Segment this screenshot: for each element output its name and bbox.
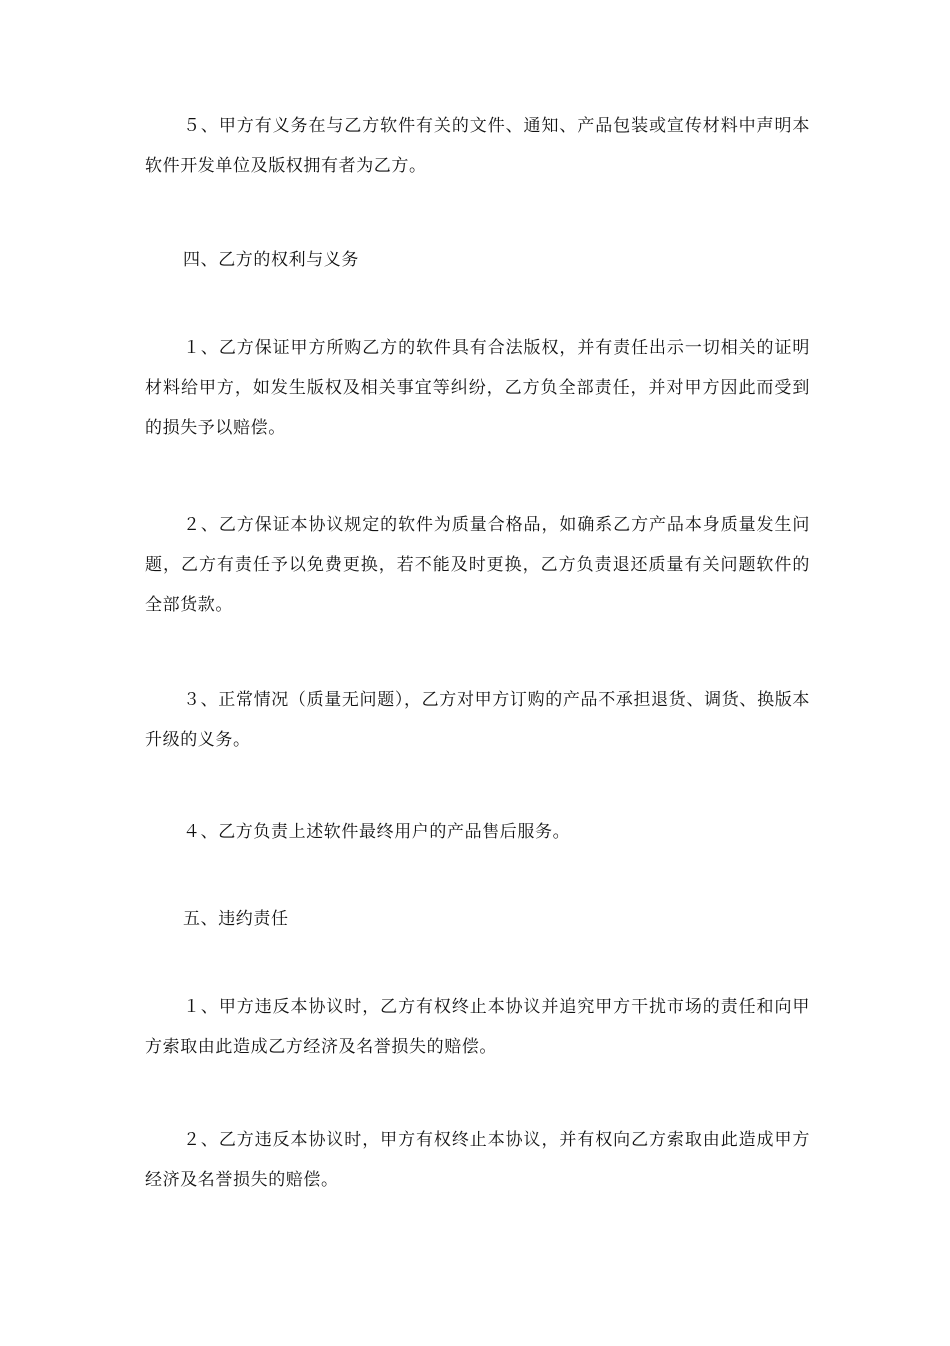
- clause-party-b-1: １、乙方保证甲方所购乙方的软件具有合法版权，并有责任出示一切相关的证明材料给甲方，如发生版权及相关事宜等纠纷，乙方负全部责任，并对甲方因此而受到的损失予以赔偿。: [145, 338, 810, 438]
- section-heading-5: 五、违约责任: [183, 909, 289, 929]
- clause-breach-1: １、甲方违反本协议时，乙方有权终止本协议并追究甲方干扰市场的责任和向甲方索取由此造成乙方经济及名誉损失的赔偿。: [145, 997, 810, 1057]
- clause-party-a-5: ５、甲方有义务在与乙方软件有关的文件、通知、产品包装或宣传材料中声明本软件开发单位及版权拥有者为乙方。: [145, 116, 810, 176]
- section-heading-4: 四、乙方的权利与义务: [183, 250, 359, 270]
- clause-party-b-2: ２、乙方保证本协议规定的软件为质量合格品，如确系乙方产品本身质量发生问题，乙方有责任予以免费更换，若不能及时更换，乙方负责退还质量有关问题软件的全部货款。: [145, 515, 810, 615]
- clause-party-b-3: ３、正常情况（质量无问题），乙方对甲方订购的产品不承担退货、调货、换版本升级的义务。: [145, 690, 810, 750]
- clause-breach-2: ２、乙方违反本协议时，甲方有权终止本协议，并有权向乙方索取由此造成甲方经济及名誉损失的赔偿。: [145, 1130, 810, 1190]
- clause-party-b-4: ４、乙方负责上述软件最终用户的产品售后服务。: [183, 822, 571, 842]
